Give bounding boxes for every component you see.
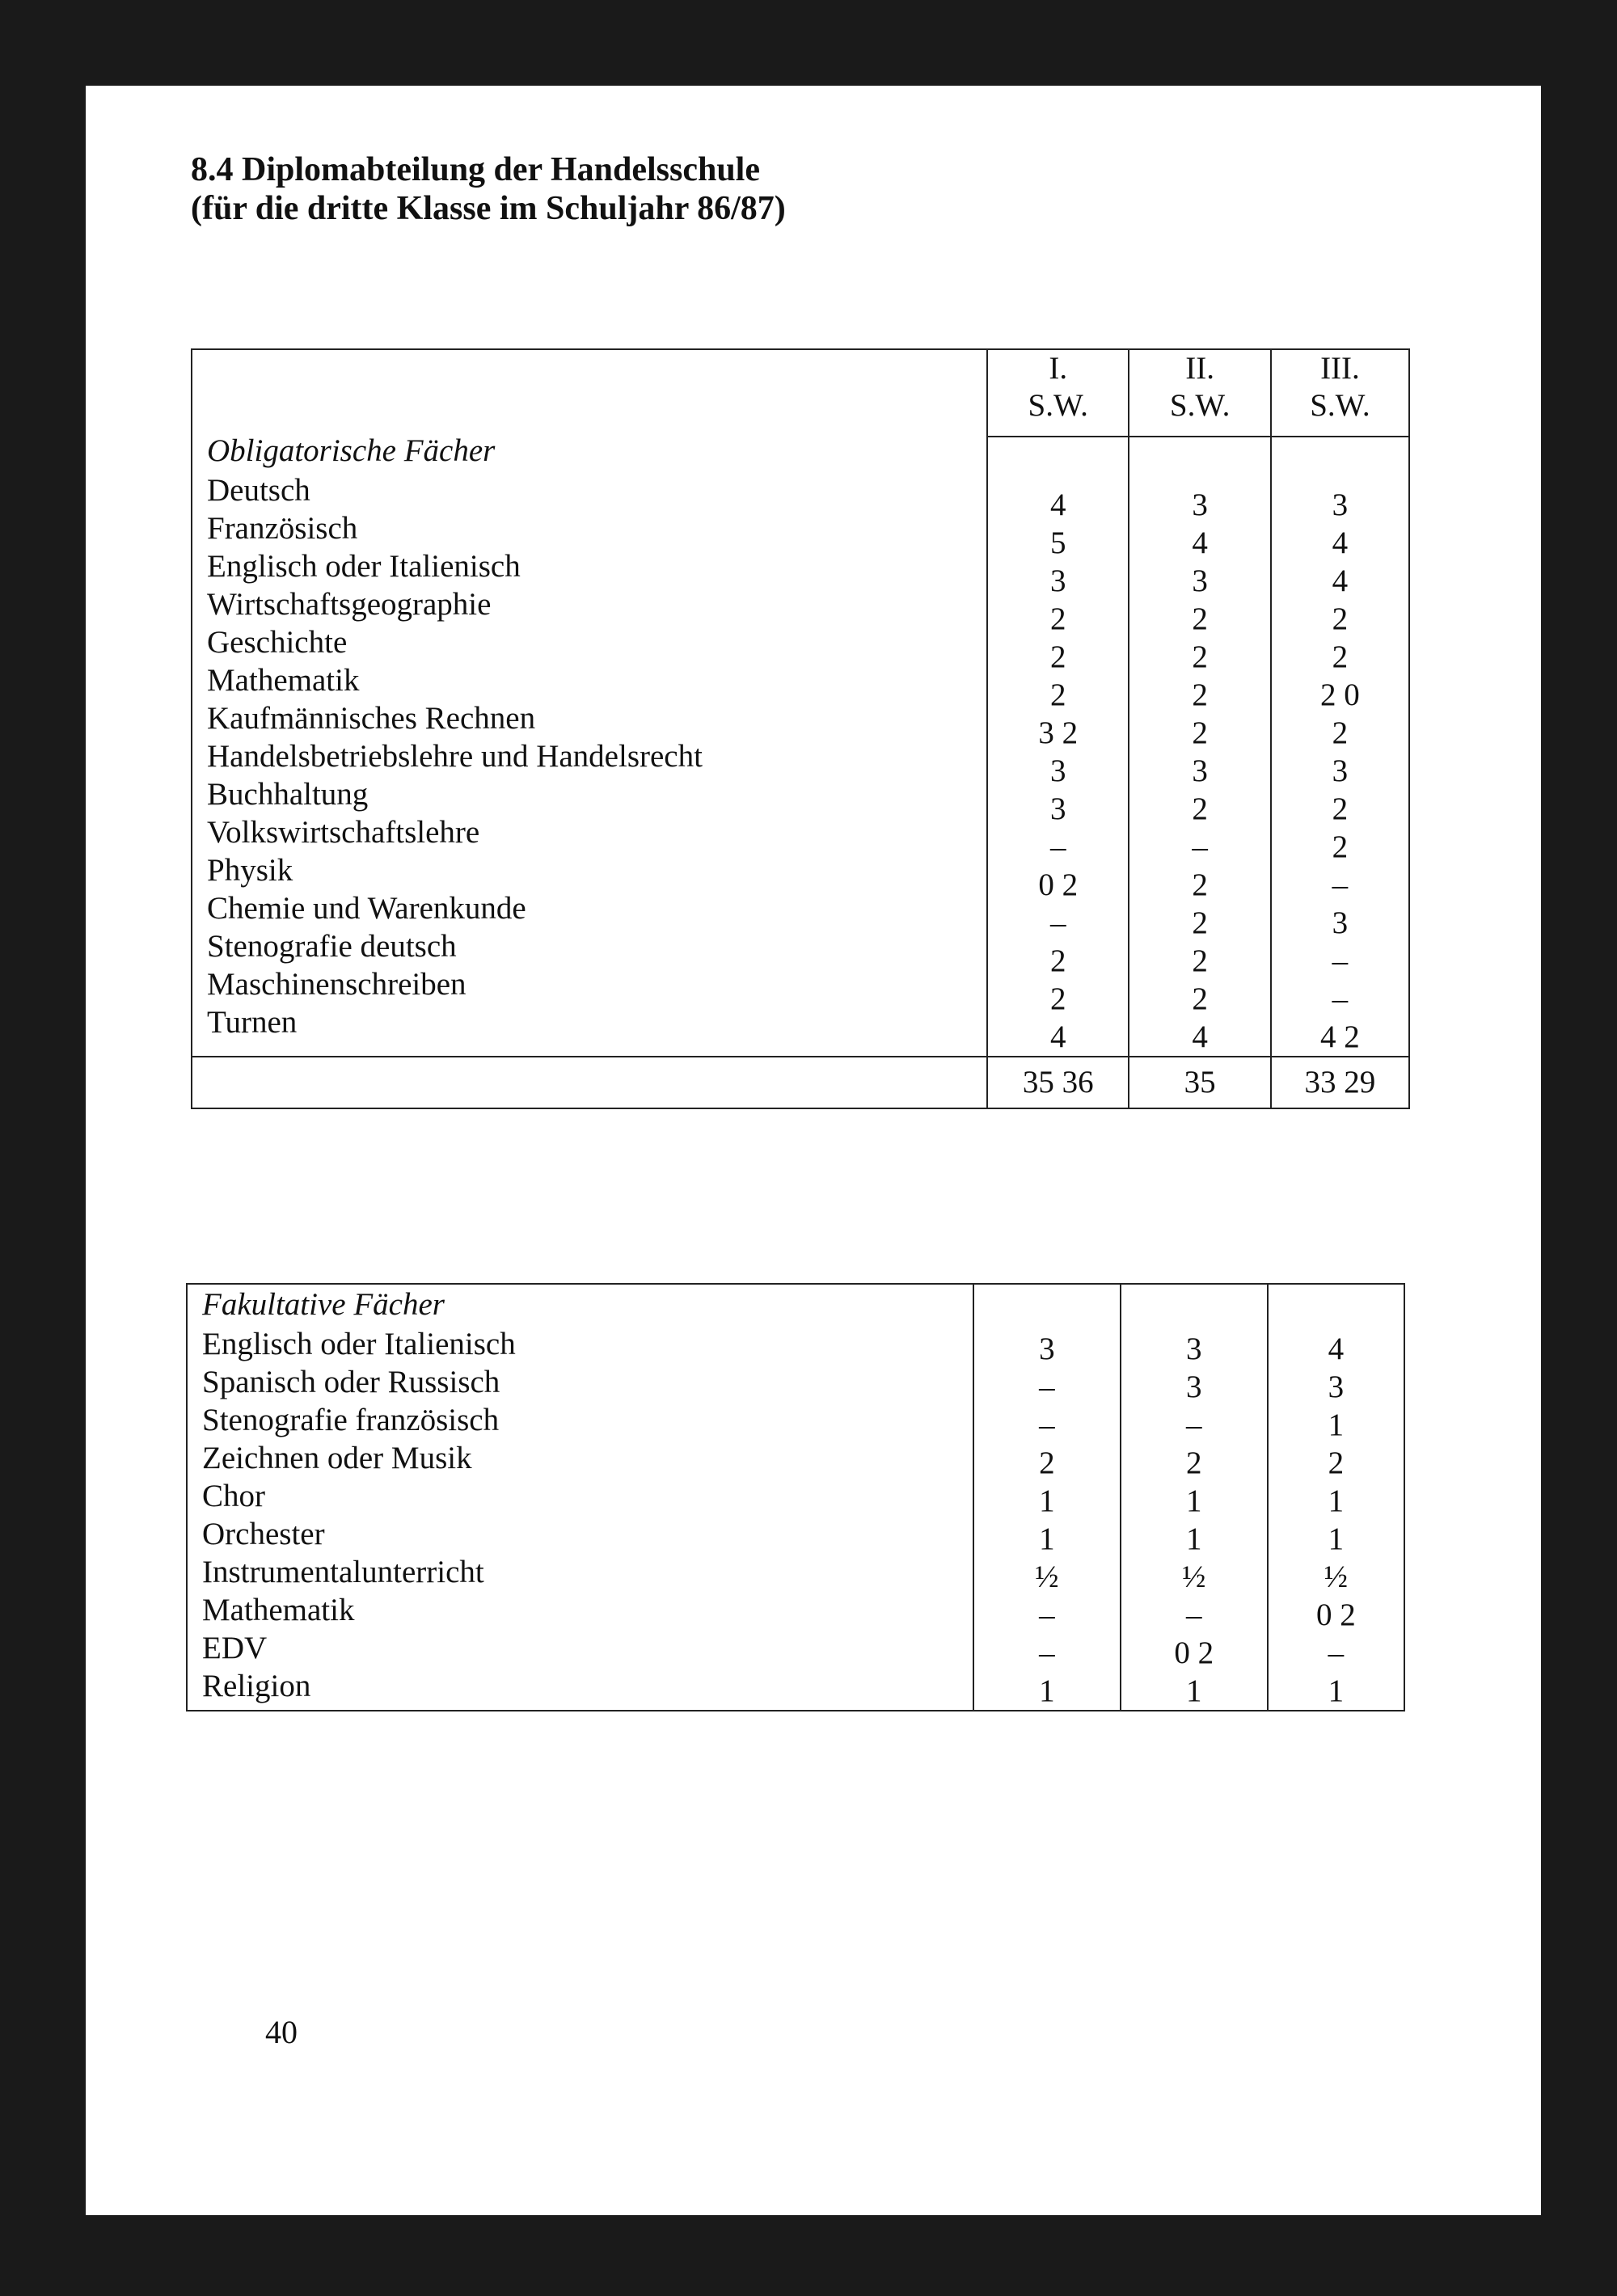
hours-value: 1 xyxy=(1328,1484,1345,1518)
hours-value: 2 xyxy=(1049,943,1066,978)
hours-value: 5 xyxy=(1049,525,1066,560)
hours-value: – xyxy=(1192,829,1208,864)
values-column-3 xyxy=(1268,1284,1404,1711)
page-number: 40 xyxy=(265,2014,298,2050)
hours-value: – xyxy=(1049,905,1066,940)
subject-column xyxy=(192,349,987,1057)
subject-name: Englisch oder Italienisch xyxy=(202,1327,516,1361)
hours-value: 4 xyxy=(1328,1332,1345,1366)
hours-value: 3 xyxy=(1049,753,1066,788)
total-1: 35 36 xyxy=(987,1057,1129,1108)
hours-value: 1 xyxy=(1186,1484,1202,1518)
subject-name: Französisch xyxy=(207,511,358,546)
subject-name: Instrumentalunterricht xyxy=(202,1555,484,1589)
hours-value: 2 xyxy=(1332,829,1349,864)
hours-value: 2 0 xyxy=(1320,677,1360,712)
subject-name: Orchester xyxy=(202,1517,325,1551)
column-header-1: I. S.W. xyxy=(987,349,1129,437)
column-header-2: II. S.W. xyxy=(1129,349,1270,437)
hours-value: 2 xyxy=(1192,601,1208,636)
subject-name: Chemie und Warenkunde xyxy=(207,891,526,926)
hours-value: 3 xyxy=(1192,487,1208,522)
hours-value: – xyxy=(1039,1597,1055,1632)
hours-value: 0 2 xyxy=(1038,867,1079,902)
hours-value: 4 xyxy=(1192,525,1208,560)
hours-value: 2 xyxy=(1049,981,1066,1016)
hours-value: ½ xyxy=(1324,1560,1348,1594)
hours-value: 2 xyxy=(1328,1446,1345,1480)
totals-label-cell xyxy=(192,1057,987,1108)
hours-value: – xyxy=(1039,1635,1055,1670)
title-line-2: (für die dritte Klasse im Schuljahr 86/87) xyxy=(191,190,786,227)
header-row xyxy=(192,349,1409,437)
subject-list xyxy=(192,471,986,1041)
subject-name: Volkswirtschaftslehre xyxy=(207,815,480,850)
values-column-1 xyxy=(987,437,1129,1057)
section-heading-obligatory: Obligatorische Fächer xyxy=(207,433,496,468)
subject-name: Englisch oder Italienisch xyxy=(207,549,521,584)
hours-value: 4 xyxy=(1332,525,1349,560)
hours-value: 4 xyxy=(1049,1019,1066,1054)
values-column-1 xyxy=(973,1284,1121,1711)
hours-value: 3 xyxy=(1186,1332,1202,1366)
subject-name: Mathematik xyxy=(202,1593,355,1627)
values-column-2 xyxy=(1121,1284,1268,1711)
subject-list xyxy=(188,1325,973,1705)
hours-value: 2 xyxy=(1049,601,1066,636)
hours-value: – xyxy=(1049,829,1066,864)
hours-value: 2 xyxy=(1332,791,1349,826)
hours-value: 2 xyxy=(1049,677,1066,712)
hours-value: 2 xyxy=(1049,639,1066,674)
subject-name: Buchhaltung xyxy=(207,777,369,812)
hours-value: 2 xyxy=(1192,677,1208,712)
values-row xyxy=(187,1284,1404,1711)
hours-value: 2 xyxy=(1192,867,1208,902)
hours-value: 3 xyxy=(1332,487,1349,522)
subject-name: Handelsbetriebslehre und Handelsrecht xyxy=(207,739,703,774)
hours-value: 1 xyxy=(1039,1522,1055,1556)
subject-name: Stenografie französisch xyxy=(202,1403,500,1437)
hours-value: 1 xyxy=(1039,1673,1055,1708)
hours-value: ½ xyxy=(1035,1560,1059,1594)
values-column-3 xyxy=(1271,437,1409,1057)
hours-value: 4 xyxy=(1332,563,1349,598)
hours-value: 2 xyxy=(1192,639,1208,674)
hours-value: 1 xyxy=(1328,1522,1345,1556)
hours-value: 2 xyxy=(1332,601,1349,636)
hours-value: – xyxy=(1332,943,1349,978)
hours-value: 3 2 xyxy=(1038,715,1079,750)
hours-value: 1 xyxy=(1039,1484,1055,1518)
subject-name: Spanisch oder Russisch xyxy=(202,1365,500,1399)
subject-name: Deutsch xyxy=(207,473,310,508)
subject-name: Religion xyxy=(202,1669,311,1703)
subject-name: Kaufmännisches Rechnen xyxy=(207,701,536,736)
hours-value: 4 2 xyxy=(1320,1019,1360,1054)
hours-value: 3 xyxy=(1328,1370,1345,1404)
hours-value: 2 xyxy=(1332,639,1349,674)
title-line-1: 8.4 Diplomabteilung der Handelsschule xyxy=(191,151,760,188)
hours-value: 0 2 xyxy=(1174,1635,1214,1670)
hours-value: 3 xyxy=(1049,791,1066,826)
hours-value: 3 xyxy=(1332,753,1349,788)
subject-column xyxy=(187,1284,973,1711)
hours-value: – xyxy=(1039,1370,1055,1404)
hours-value: – xyxy=(1332,981,1349,1016)
hours-value: – xyxy=(1186,1408,1202,1442)
hours-value: – xyxy=(1332,867,1349,902)
hours-value: – xyxy=(1039,1408,1055,1442)
subject-name: Chor xyxy=(202,1479,265,1513)
hours-value: 1 xyxy=(1328,1408,1345,1442)
hours-value: 2 xyxy=(1192,943,1208,978)
values-column-2 xyxy=(1129,437,1270,1057)
hours-value: 3 xyxy=(1039,1332,1055,1366)
hours-value: 2 xyxy=(1332,715,1349,750)
hours-value: – xyxy=(1328,1635,1345,1670)
hours-value: 2 xyxy=(1186,1446,1202,1480)
hours-value: ½ xyxy=(1182,1560,1206,1594)
total-3: 33 29 xyxy=(1271,1057,1409,1108)
hours-value: 3 xyxy=(1049,563,1066,598)
hours-value: 3 xyxy=(1186,1370,1202,1404)
subject-name: Geschichte xyxy=(207,625,348,660)
hours-value: 3 xyxy=(1332,905,1349,940)
hours-value: 3 xyxy=(1192,753,1208,788)
hours-value: 1 xyxy=(1186,1673,1202,1708)
hours-value: 2 xyxy=(1192,905,1208,940)
total-2: 35 xyxy=(1129,1057,1270,1108)
column-header-3: III. S.W. xyxy=(1271,349,1409,437)
page-title xyxy=(191,150,786,228)
subject-name: Wirtschaftsgeographie xyxy=(207,587,492,622)
hours-value: 0 2 xyxy=(1316,1597,1356,1632)
hours-value: 2 xyxy=(1039,1446,1055,1480)
section-heading-optional: Fakultative Fächer xyxy=(202,1287,445,1322)
hours-value: 2 xyxy=(1192,715,1208,750)
hours-value: 4 xyxy=(1049,487,1066,522)
hours-value: 4 xyxy=(1192,1019,1208,1054)
obligatory-subjects-table xyxy=(191,348,1410,1109)
subject-name: Stenografie deutsch xyxy=(207,929,457,964)
subject-name: Turnen xyxy=(207,1005,298,1040)
subject-name: Physik xyxy=(207,853,293,888)
hours-value: 1 xyxy=(1186,1522,1202,1556)
hours-value: 1 xyxy=(1328,1673,1345,1708)
subject-name: Zeichnen oder Musik xyxy=(202,1441,472,1475)
hours-value: 3 xyxy=(1192,563,1208,598)
hours-value: 2 xyxy=(1192,791,1208,826)
subject-name: Mathematik xyxy=(207,663,360,698)
optional-subjects-table xyxy=(186,1283,1405,1711)
totals-row xyxy=(192,1057,1409,1108)
subject-name: EDV xyxy=(202,1631,268,1665)
hours-value: – xyxy=(1186,1597,1202,1632)
hours-value: 2 xyxy=(1192,981,1208,1016)
subject-name: Maschinenschreiben xyxy=(207,967,467,1002)
